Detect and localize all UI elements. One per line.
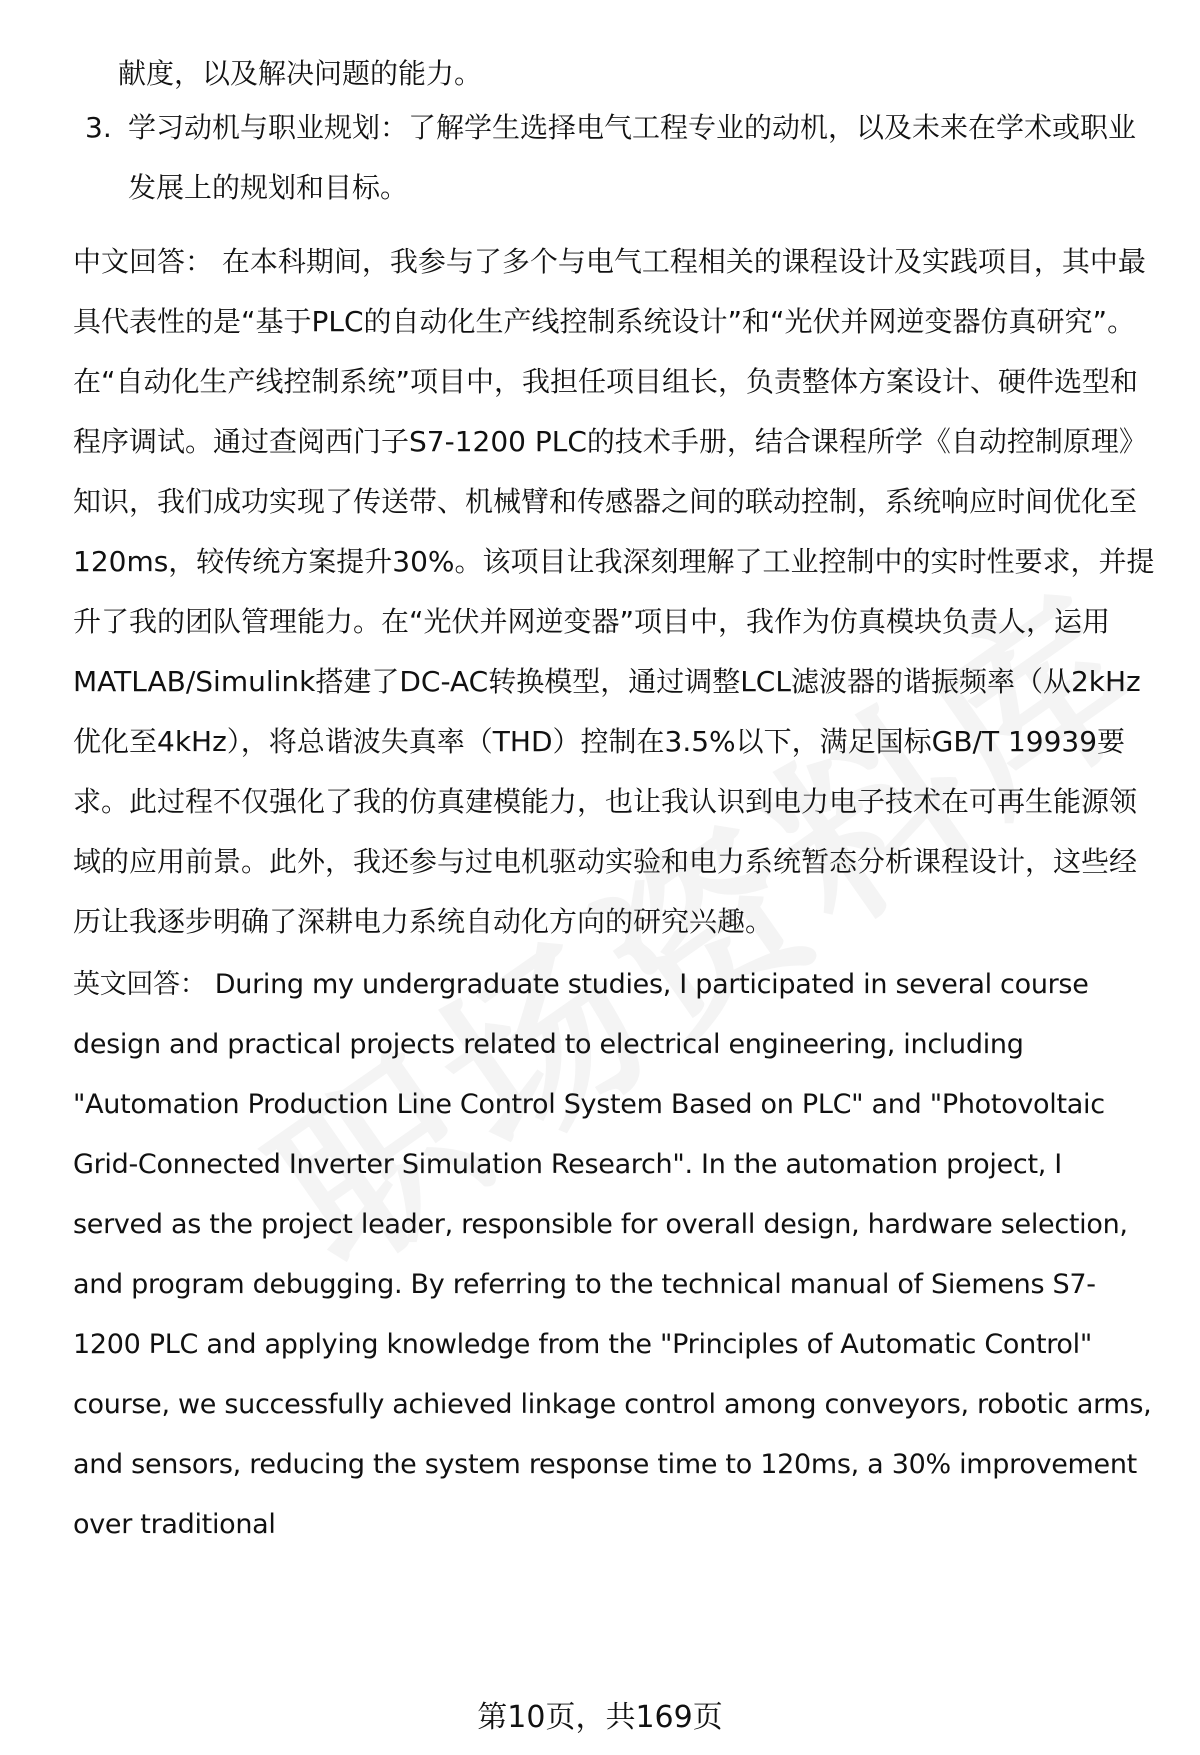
page-number-footer: 第10页，共169页 xyxy=(477,1700,723,1735)
list-item-3 xyxy=(85,98,1145,218)
list-continuation: 献度，以及解决问题的能力。 xyxy=(118,57,483,90)
list-item-text: 学习动机与职业规划：了解学生选择电气工程专业的动机，以及未来在学术或职业发展上的规划和目标。 xyxy=(128,111,1137,204)
english-answer-paragraph: 英文回答： During my undergraduate studies, I participated in several course design and practical projects related to electrical engineering, including "Automation Production Line Control System Based on PLC" and "Photovoltaic Grid-Connected Inverter Simulation Research". In the automation project, I served as the project leader, responsible for overall design, hardware selection, and program debugging. By referring to the technical manual of Siemens S7-1200 PLC and applying knowledge from the "Principles of Automatic Control" course, we successfully achieved linkage control among conveyors, robotic arms, and sensors, reducing the system response time to 120ms, a 30% improvement over traditional xyxy=(73,969,1152,1540)
list-number: 3. xyxy=(85,111,112,144)
chinese-answer-paragraph: 中文回答： 在本科期间，我参与了多个与电气工程相关的课程设计及实践项目，其中最具代表性的是“基于PLC的自动化生产线控制系统设计”和“光伏并网逆变器仿真研究”。在“自动化生产线控制系统”项目中，我担任项目组长，负责整体方案设计、硬件选型和程序调试。通过查阅西门子S7-1200 PLC的技术手册，结合课程所学《自动控制原理》知识，我们成功实现了传送带、机械臂和传感器之间的联动控制，系统响应时间优化至120ms，较传统方案提升30%。该项目让我深刻理解了工业控制中的实时性要求，并提升了我的团队管理能力。在“光伏并网逆变器”项目中，我作为仿真模块负责人，运用MATLAB/Simulink搭建了DC-AC转换模型，通过调整LCL滤波器的谐振频率（从2kHz优化至4kHz），将总谐波失真率（THD）控制在3.5%以下，满足国标GB/T 19939要求。此过程不仅强化了我的仿真建模能力，也让我认识到电力电子技术在可再生能源领域的应用前景。此外，我还参与过电机驱动实验和电力系统暂态分析课程设计，这些经历让我逐步明确了深耕电力系统自动化方向的研究兴趣。 xyxy=(73,245,1155,938)
